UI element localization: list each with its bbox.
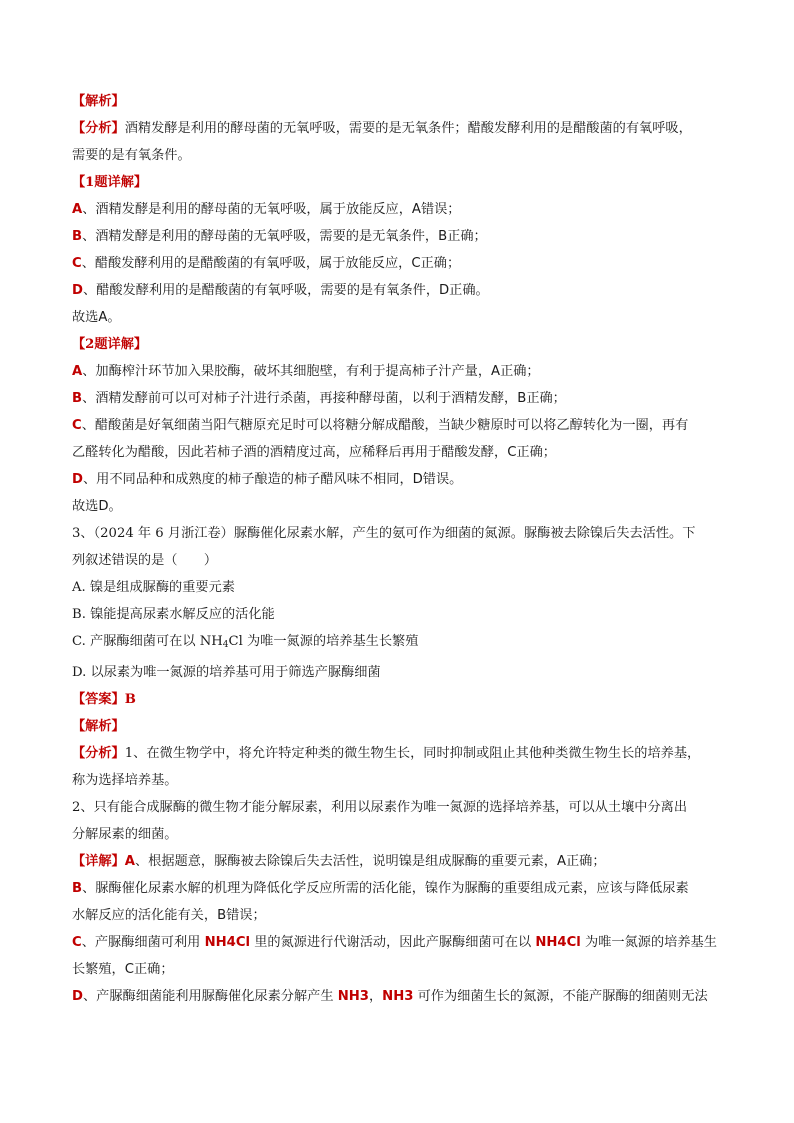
option-letter: C <box>72 256 82 271</box>
q3-analysis-2: 2、只有能合成脲酶的微生物才能分解尿素，利用以尿素作为唯一氮源的选择培养基，可以从土壤中分离出 <box>72 800 688 815</box>
section-heading-analysis: 【解析】 <box>72 94 125 109</box>
q3-analysis-2-cont: 分解尿素的细菌。 <box>72 827 178 842</box>
q3-detail-b <box>72 875 732 902</box>
option-verdict: 正确； <box>526 391 566 406</box>
q2-conclusion <box>72 493 732 520</box>
option-ref: C <box>507 445 517 460</box>
separator: ， <box>368 989 383 1004</box>
option-verdict: 错误； <box>420 202 461 217</box>
conclusion-text: 故选 <box>72 499 99 514</box>
option-text: 乙醛转化为醋酸，因此若柿子酒的酒精度过高，应稀释后再用于醋酸发酵， <box>72 445 508 460</box>
q3-analysis-1 <box>72 740 732 767</box>
conclusion-text: 故选 <box>72 310 99 325</box>
option-text: 、脲酶催化尿素水解的机理为降低化学反应所需的活化能，镍作为脲酶的重要组成元素，应该与降低尿素 <box>82 881 689 896</box>
option-ref: B <box>217 908 227 923</box>
option-letter: A <box>72 202 83 217</box>
q1-option-a <box>72 196 732 223</box>
document-page <box>72 88 732 1010</box>
option-ref: D <box>439 283 450 298</box>
option-text: 、酒精发酵是利用的酵母菌的无氧呼吸，属于放能反应， <box>82 202 412 217</box>
q3-choice-b <box>72 601 732 628</box>
option-letter: D <box>72 472 83 487</box>
choice-letter: D. <box>72 665 87 680</box>
detail-tag: 【详解】 <box>72 854 125 869</box>
option-text: 长繁殖， <box>72 962 125 977</box>
analysis-text: 1、在微生物学中，将允许特定种类的微生物生长，同时抑制或阻止其他种类微生物生长的培养基， <box>124 746 701 761</box>
analysis-tag: 【分析】 <box>72 121 125 136</box>
option-letter: A <box>72 364 83 379</box>
q3-analysis-heading: 【解析】 <box>72 719 125 734</box>
option-ref: C <box>124 962 134 977</box>
option-text: 、产脲酶细菌能利用脲酶催化尿素分解产生 <box>82 989 338 1004</box>
option-letter: B <box>72 881 83 896</box>
q1-conclusion <box>72 304 732 331</box>
choice-text-cont: Cl 为唯一氮源的培养基生长繁殖 <box>228 634 419 649</box>
option-letter: A <box>124 854 135 869</box>
option-ref: A <box>411 202 421 217</box>
q2-option-b <box>72 385 732 412</box>
option-letter: C <box>72 935 82 950</box>
option-verdict: 正确； <box>516 445 556 460</box>
option-verdict: 正确； <box>566 854 606 869</box>
q1-option-c <box>72 250 732 277</box>
analysis-text: 酒精发酵是利用的酵母菌的无氧呼吸，需要的是无氧条件；醋酸发酵利用的是醋酸菌的有氧呼吸， <box>124 121 692 136</box>
option-letter: C <box>72 418 82 433</box>
q1-option-b <box>72 223 732 250</box>
option-verdict: 错误； <box>226 908 266 923</box>
option-verdict: 错误。 <box>422 472 463 487</box>
formula-nh3: NH3 <box>337 989 369 1004</box>
q3-choice-c <box>72 628 732 659</box>
q2-option-d <box>72 466 732 493</box>
choice-text: 镍是组成脲酶的重要元素 <box>89 580 235 595</box>
choice-text: 镍能提高尿素水解反应的活化能 <box>90 607 275 622</box>
question-3-stem: 3、（2024 年 6 月浙江卷）脲酶催化尿素水解，产生的氨可作为细菌的氮源。脲酶被去除镍后失去活性。下 <box>72 526 696 541</box>
option-verdict: 正确； <box>133 962 174 977</box>
option-letter: D <box>72 989 83 1004</box>
question-1-detail-heading: 【1题详解】 <box>72 175 148 190</box>
option-text: 里的氮源进行代谢活动，因此产脲酶细菌可在以 <box>250 935 536 950</box>
option-text: 可作为细菌生长的氮源，不能产脲酶的细菌则无法 <box>413 989 708 1004</box>
q3-detail-b-cont <box>72 902 732 929</box>
conclusion-end: 。 <box>108 499 122 514</box>
option-verdict: 正确； <box>447 229 487 244</box>
option-verdict: 正确。 <box>449 283 489 298</box>
choice-text: 以尿素为唯一氮源的培养基可用于筛选产脲酶细菌 <box>90 665 381 680</box>
option-ref: D <box>412 472 423 487</box>
option-text: 为唯一氮源的培养基生 <box>580 935 717 950</box>
option-text: 、加酶榨汁环节加入果胶酶，破坏其细胞壁，有利于提高柿子汁产量， <box>82 364 492 379</box>
q2-option-a <box>72 358 732 385</box>
question-2-detail-heading: 【2题详解】 <box>72 337 148 352</box>
q2-option-c-cont <box>72 439 732 466</box>
q1-option-d <box>72 277 732 304</box>
option-letter: D <box>72 283 83 298</box>
question-3-stem-cont: 列叙述错误的是（ ） <box>72 553 218 568</box>
option-text: 、酒精发酵前可以可对柿子汁进行杀菌，再接种酵母菌，以利于酒精发酵， <box>82 391 518 406</box>
conclusion-letter: A <box>98 310 108 325</box>
option-verdict: 正确； <box>420 256 461 271</box>
choice-letter: A. <box>72 580 86 595</box>
choice-text: 产脲酶细菌可在以 NH <box>90 634 223 649</box>
choice-letter: C. <box>72 634 86 649</box>
option-letter: B <box>72 391 83 406</box>
formula-nh3: NH3 <box>382 989 414 1004</box>
q3-choice-a <box>72 574 732 601</box>
q3-detail-c <box>72 929 732 956</box>
analysis-paragraph-cont: 需要的是有氧条件。 <box>72 148 191 163</box>
choice-letter: B. <box>72 607 86 622</box>
formula-nh4cl: NH4Cl <box>204 935 251 950</box>
q3-detail-d <box>72 983 732 1010</box>
q2-option-c <box>72 412 732 439</box>
option-text: 、酒精发酵是利用的酵母菌的无氧呼吸，需要的是无氧条件， <box>82 229 439 244</box>
option-text: 、产脲酶细菌可利用 <box>81 935 205 950</box>
q3-choice-d <box>72 659 732 686</box>
conclusion-letter: D <box>98 499 109 514</box>
option-ref: B <box>517 391 527 406</box>
option-ref: A <box>491 364 501 379</box>
analysis-tag: 【分析】 <box>72 746 125 761</box>
option-ref: C <box>411 256 421 271</box>
option-ref: B <box>438 229 448 244</box>
option-text: 、根据题意，脲酶被去除镍后失去活性，说明镍是组成脲酶的重要元素， <box>134 854 557 869</box>
subscript: 4 <box>222 640 229 650</box>
option-ref: A <box>556 854 566 869</box>
option-text: 水解反应的活化能有关， <box>72 908 218 923</box>
option-text: 、醋酸发酵利用的是醋酸菌的有氧呼吸，需要的是有氧条件， <box>82 283 440 298</box>
option-verdict: 正确； <box>500 364 540 379</box>
formula-nh4cl: NH4Cl <box>535 935 581 950</box>
option-text: 、醋酸菌是好氧细菌当阳气糖原充足时可以将糖分解成醋酸，当缺少糖原时可以将乙醇转化为一圈，再有 <box>81 418 689 433</box>
q3-detail-c-cont <box>72 956 732 983</box>
q3-answer: 【答案】B <box>72 692 136 707</box>
q3-detail-a <box>72 848 732 875</box>
option-text: 、醋酸发酵利用的是醋酸菌的有氧呼吸，属于放能反应， <box>81 256 412 271</box>
option-letter: B <box>72 229 83 244</box>
analysis-paragraph <box>72 115 732 142</box>
option-text: 、用不同品种和成熟度的柿子酿造的柿子醋风味不相同， <box>82 472 413 487</box>
q3-analysis-1-cont: 称为选择培养基。 <box>72 773 178 788</box>
conclusion-end: 。 <box>107 310 121 325</box>
